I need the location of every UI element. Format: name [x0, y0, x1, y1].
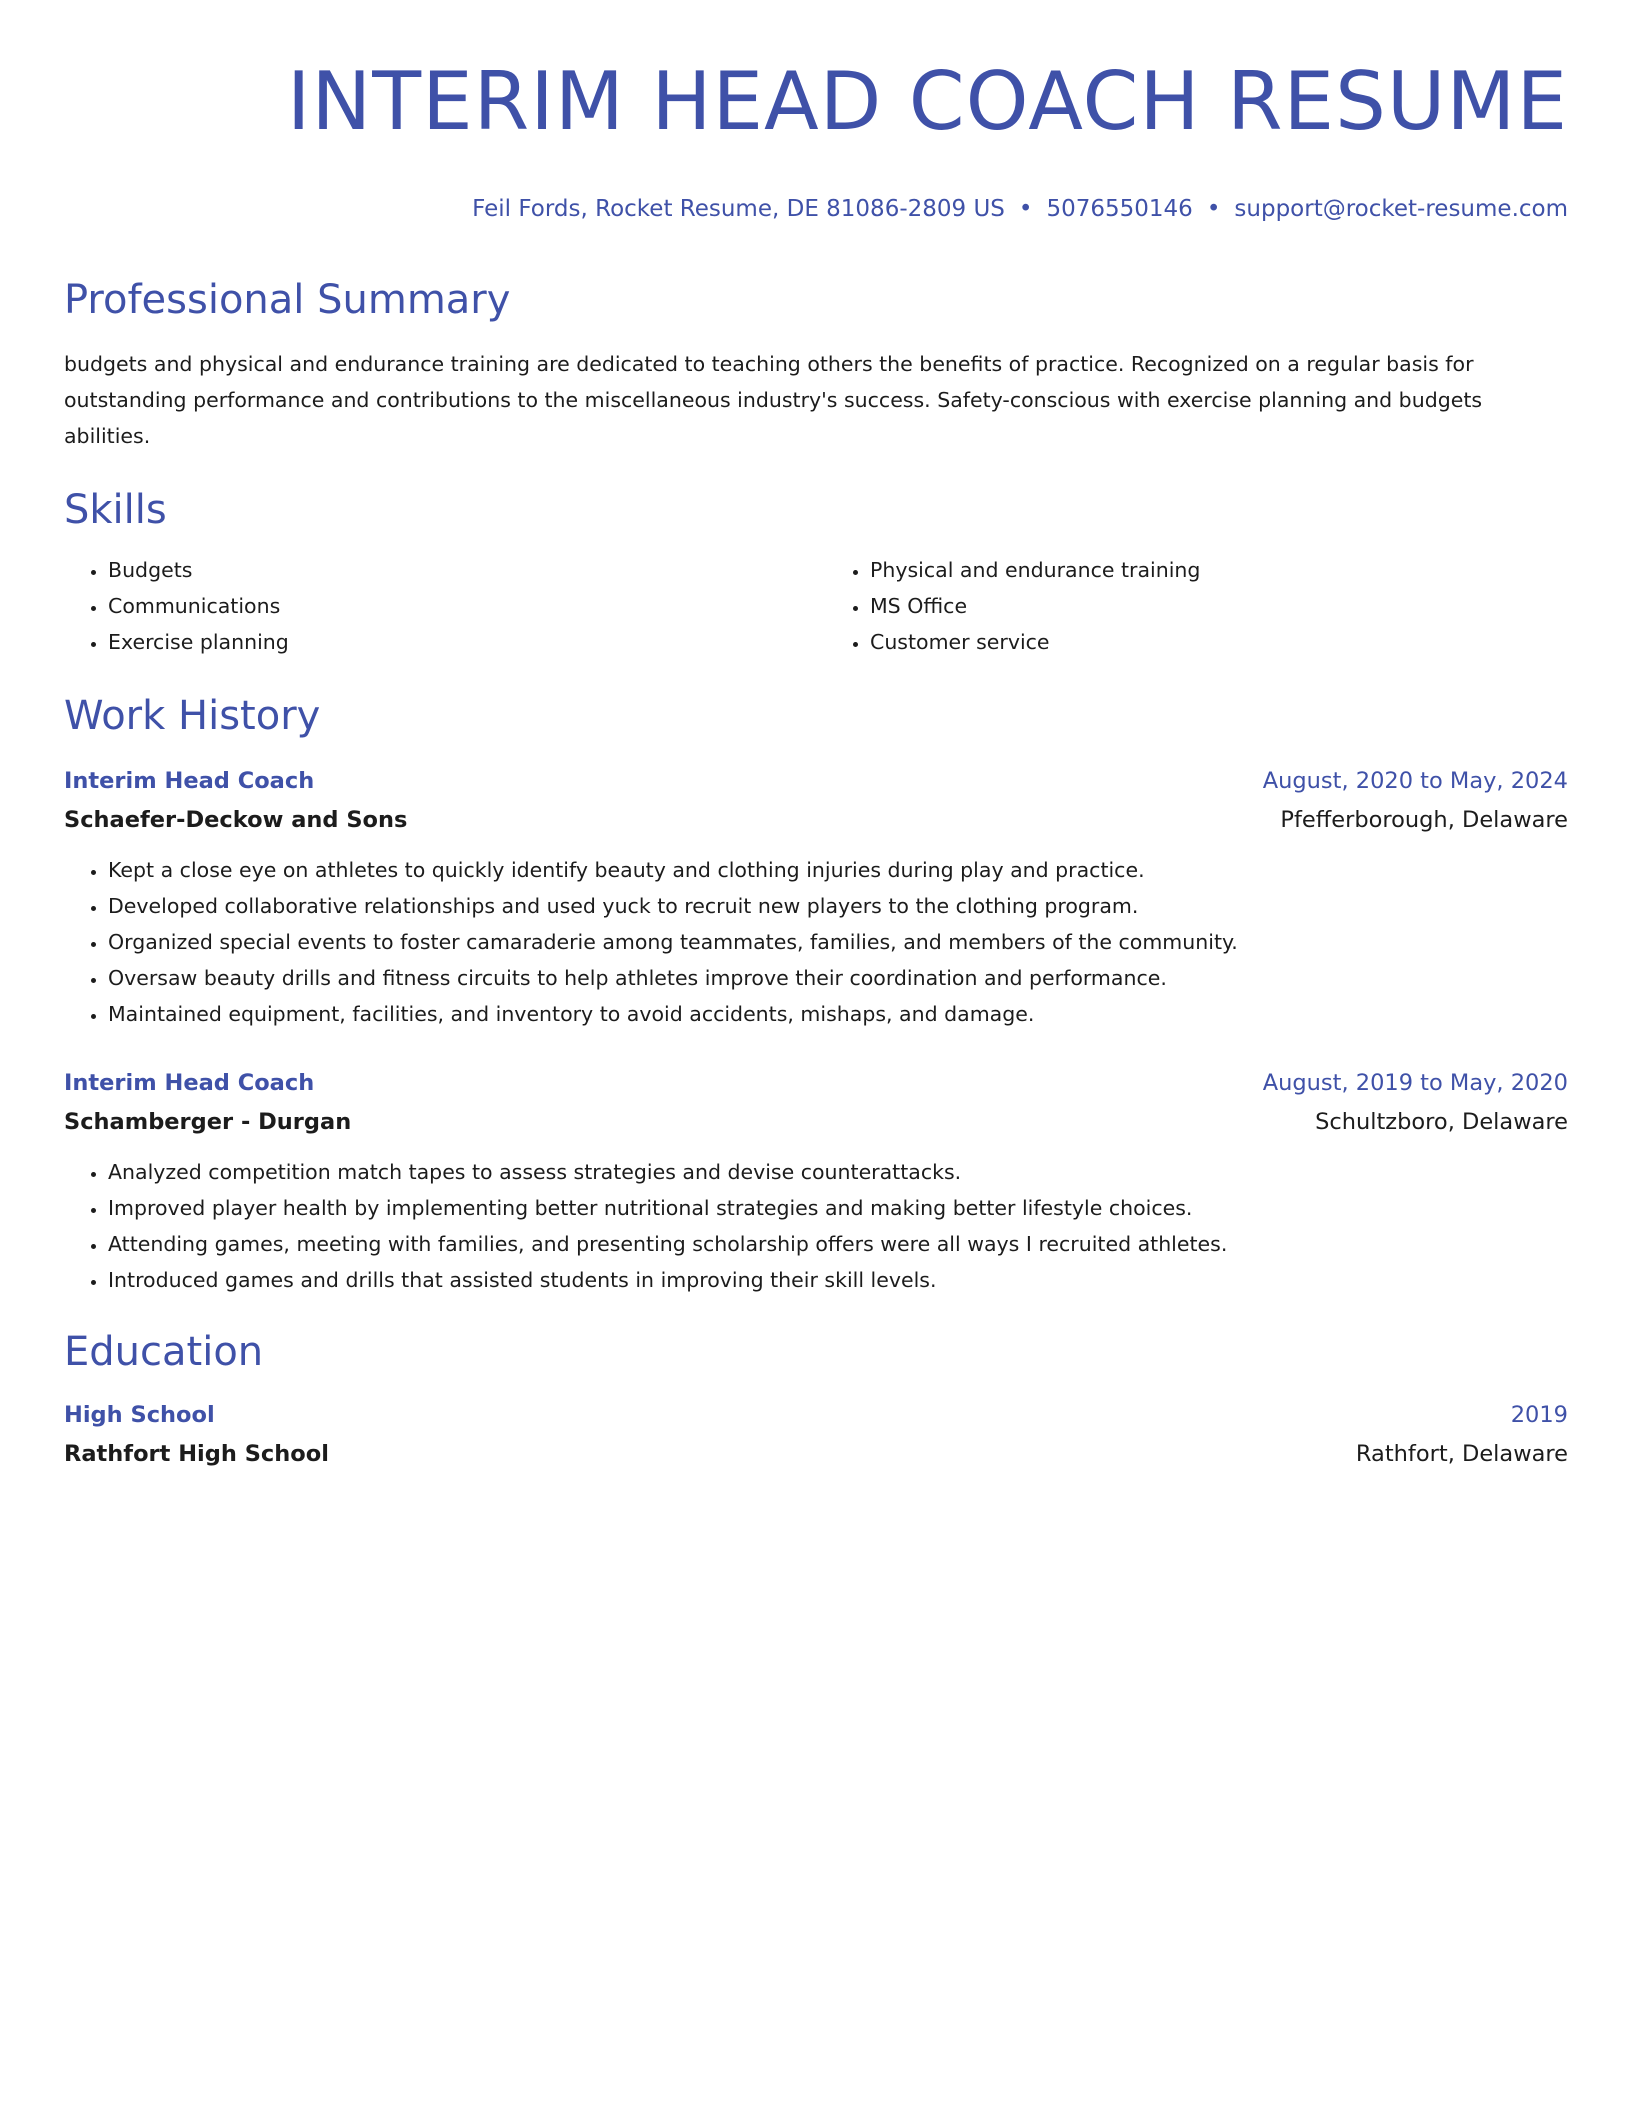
job-location: Schultzboro, Delaware	[1315, 1109, 1568, 1135]
skill-item: • Customer service	[870, 624, 1568, 660]
job-title: Interim Head Coach	[64, 1070, 315, 1096]
job-duty: • Organized special events to foster camaraderie among teammates, families, and members of the community.	[108, 924, 1568, 960]
job-company-row	[64, 1102, 1568, 1142]
contact-line	[64, 194, 1568, 224]
contact-address: Feil Fords, Rocket Resume, DE 81086-2809 US	[472, 196, 1005, 222]
job-duty: • Oversaw beauty drills and fitness circuits to help athletes improve their coordination and performance.	[108, 960, 1568, 996]
job-location: Pfefferborough, Delaware	[1280, 807, 1568, 833]
job-duty: • Analyzed competition match tapes to assess strategies and devise counterattacks.	[108, 1154, 1568, 1190]
job-duties	[64, 852, 1568, 1032]
education-entry	[64, 1396, 1568, 1474]
contact-separator: •	[1018, 196, 1033, 222]
job-duty: • Kept a close eye on athletes to quickly identify beauty and clothing injuries during play and practice.	[108, 852, 1568, 888]
job-title: Interim Head Coach	[64, 768, 315, 794]
job-dates: August, 2020 to May, 2024	[1262, 768, 1568, 794]
job-dates: August, 2019 to May, 2020	[1262, 1070, 1568, 1096]
job-duty: • Improved player health by implementing better nutritional strategies and making better lifestyle choices.	[108, 1190, 1568, 1226]
education-degree-row	[64, 1396, 1568, 1434]
summary-heading: Professional Summary	[64, 277, 511, 323]
education-degree: High School	[64, 1402, 215, 1428]
job-company: Schamberger - Durgan	[64, 1109, 352, 1135]
education-location: Rathfort, Delaware	[1355, 1441, 1568, 1467]
contact-email: support@rocket-resume.com	[1234, 196, 1568, 222]
contact-separator: •	[1206, 196, 1221, 222]
education-school-row	[64, 1434, 1568, 1474]
job-title-row	[64, 762, 1568, 800]
education-school: Rathfort High School	[64, 1441, 329, 1467]
skills-list	[64, 552, 1568, 660]
summary-text: budgets and physical and endurance training are dedicated to teaching others the benefits of practice. Recognized on a regular basis for outstanding performance and contributions to the miscellaneous industry's success. Safety-conscious with exercise planning and budgets abilities.	[64, 352, 1483, 448]
contact-phone: 5076550146	[1046, 196, 1193, 222]
job-title-row	[64, 1064, 1568, 1102]
job-company: Schaefer-Deckow and Sons	[64, 807, 408, 833]
job-company-row	[64, 800, 1568, 840]
work-history-heading: Work History	[64, 693, 321, 739]
job-duties	[64, 1154, 1568, 1298]
education-year: 2019	[1510, 1402, 1568, 1428]
job-duty: • Introduced games and drills that assisted students in improving their skill levels.	[108, 1262, 1568, 1298]
job-entry	[64, 762, 1568, 1032]
job-duty: • Maintained equipment, facilities, and inventory to avoid accidents, mishaps, and damage.	[108, 996, 1568, 1032]
skill-item: • Budgets	[108, 552, 806, 588]
skills-heading: Skills	[64, 487, 167, 533]
education-heading: Education	[64, 1329, 264, 1375]
skills-column-left	[64, 552, 806, 660]
skill-item: • Communications	[108, 588, 806, 624]
skill-item: • MS Office	[870, 588, 1568, 624]
skill-item: • Physical and endurance training	[870, 552, 1568, 588]
job-duty: • Developed collaborative relationships and used yuck to recruit new players to the clothing program.	[108, 888, 1568, 924]
job-entry	[64, 1064, 1568, 1298]
skills-column-right	[826, 552, 1568, 660]
resume-title: INTERIM HEAD COACH RESUME	[286, 55, 1568, 148]
job-duty: • Attending games, meeting with families, and presenting scholarship offers were all ways I recruited athletes.	[108, 1226, 1568, 1262]
skill-item: • Exercise planning	[108, 624, 806, 660]
